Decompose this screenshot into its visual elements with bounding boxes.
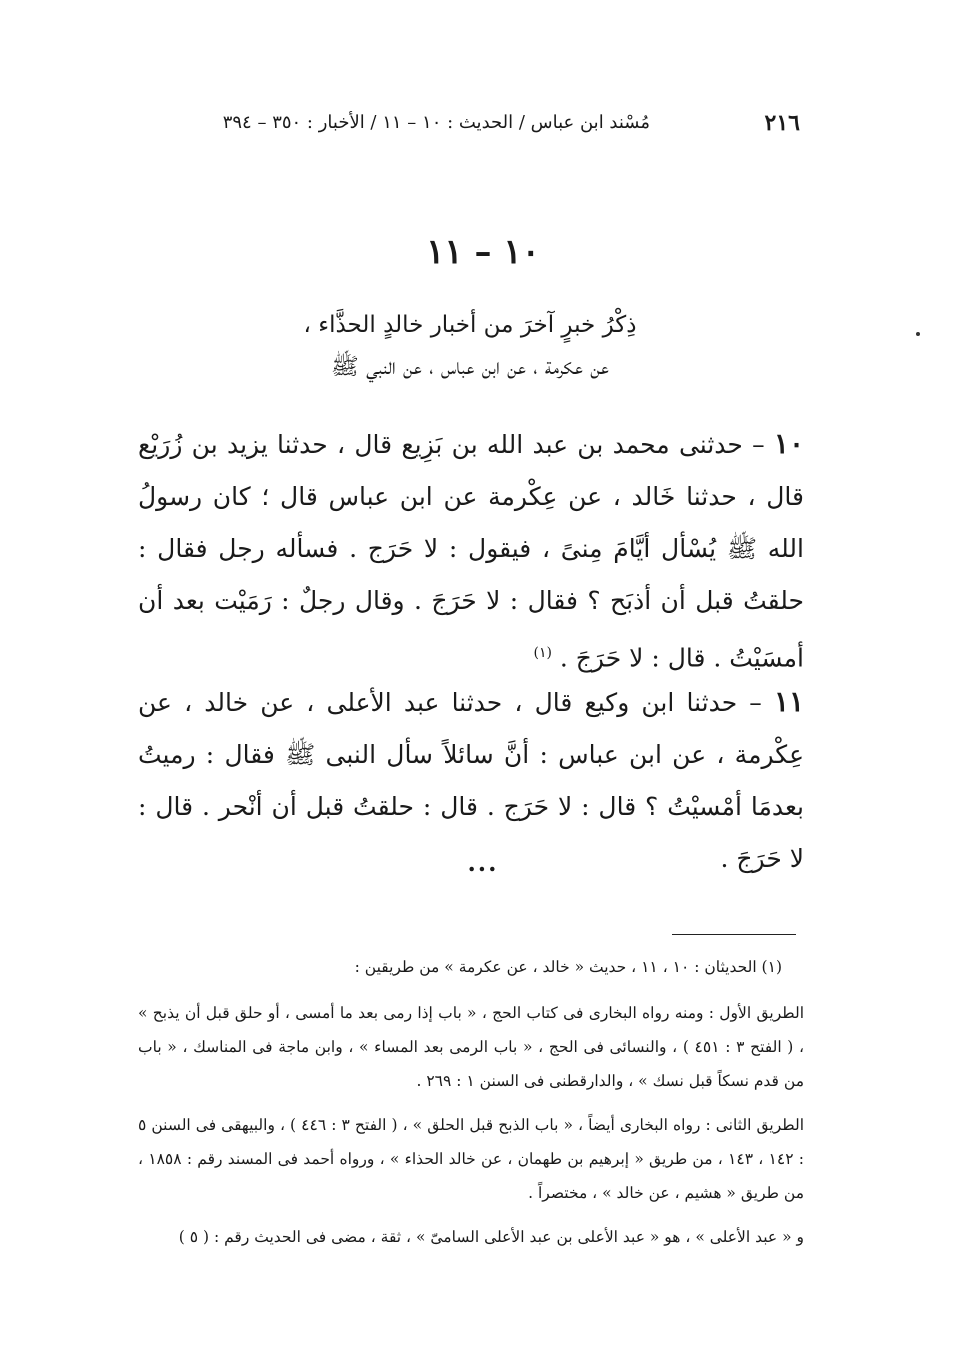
footnote-1-first-path: الطريق الأول : ومنه رواه البخارى فى كتاب الحج ، « باب إذا رمى بعد ما أمسى ، أو حلق قبل أن يذبح » ، ( الفتح ٣ : ٤٥١ ) ، والنسائى فى الحج ، « باب الرمى بعد المساء » ، وابن ماجة فى المناسك ، « باب من قدم نسكاً قبل نسك » ، والدارقطنى فى السنن ١ : ٢٦٩ . [138,1004,805,1090]
footnote-1-second-path: الطريق الثانى : رواه البخارى أيضاً ، « باب الذبح قبل الحلق » ، ( الفتح ٣ : ٤٤٦ ) ، والبيهقى فى السنن ٥ : ١٤٢ ، ١٤٣ ، من طريق « إبرهيم بن طهمان ، عن خالد الحذاء » ، ورواه أحمد فى المسند رقم : ١٨٥٨ ، من طريق « هشيم ، عن خالد » ، مختصراً . [138,1116,805,1202]
footnote-reference[interactable]: (١) [533,645,552,661]
section-number: ١٠ – ١١ [426,232,540,272]
section-heading [140,304,800,388]
footnote-1-narrator-note: و « عبد الأعلى » ، هو « عبد الأعلى بن عبد الأعلى السامىّ » ، ثقة ، مضى فى الحديث رقم : ( ٥ ) [178,1228,804,1246]
footnote-divider [672,934,796,935]
page-number: ٢١٦ [764,110,800,136]
footnote-1-intro: (١) الحديثان : ١٠ ، ١١ ، حديث « خالد ، عن عكرمة » من طريقين : [354,958,782,976]
hadith-number: ١٠ [773,427,804,460]
footnotes [138,950,804,1264]
section-heading-line-1: ذِكْرُ خبرٍ آخرَ من أخبار خالدٍ الحذَّاء ، [303,312,637,338]
section-heading-line-2: عن عكرمة ، عن ابن عباس ، عن النبي ﷺ [330,354,610,380]
hadith-text: – حدثنى محمد بن عبد الله بن بَزِيع قال ، حدثنا يزيد بن زُرَيْع قال ، حدثنا خَالد ، عن عِكْرمة عن ابن عباس قال ؛ كان رسولُ الله ﷺ يُسْأل أيَّامَ مِنىً ، فيقول : لا حَرَج . فسأله رجل فقال : حلقتُ قبل أن أذبَح ؟ فقال : لا حَرَجَ . وقال رجلٌ : رَمَيْت بعد أن أمسَيْتُ . قال : لا حَرَجَ . [138,430,804,673]
hadith-number: ١١ [773,685,805,718]
running-title: مُسْند ابن عباس / الحديث : ١٠ – ١١ / الأخبار : ٣٥٠ – ٣٩٤ [222,112,650,133]
running-header [140,110,800,146]
margin-mark [916,332,920,336]
hadith-10 [138,418,804,684]
section-end-ellipsis: ... [467,848,499,877]
hadith-text: – حدثنا ابن وكيع قال ، حدثنا عبد الأعلى ، عن خالد ، عن عِكْرمة ، عن ابن عباس : أنَّ سائلاً سأل النبى ﷺ فقال : رميتُ بعدمَا أمْسيْتُ ؟ قال : لا حَرَج . قال : حلقتُ قبل أن أنْحر . قال : لا حَرَجَ . [138,688,804,873]
